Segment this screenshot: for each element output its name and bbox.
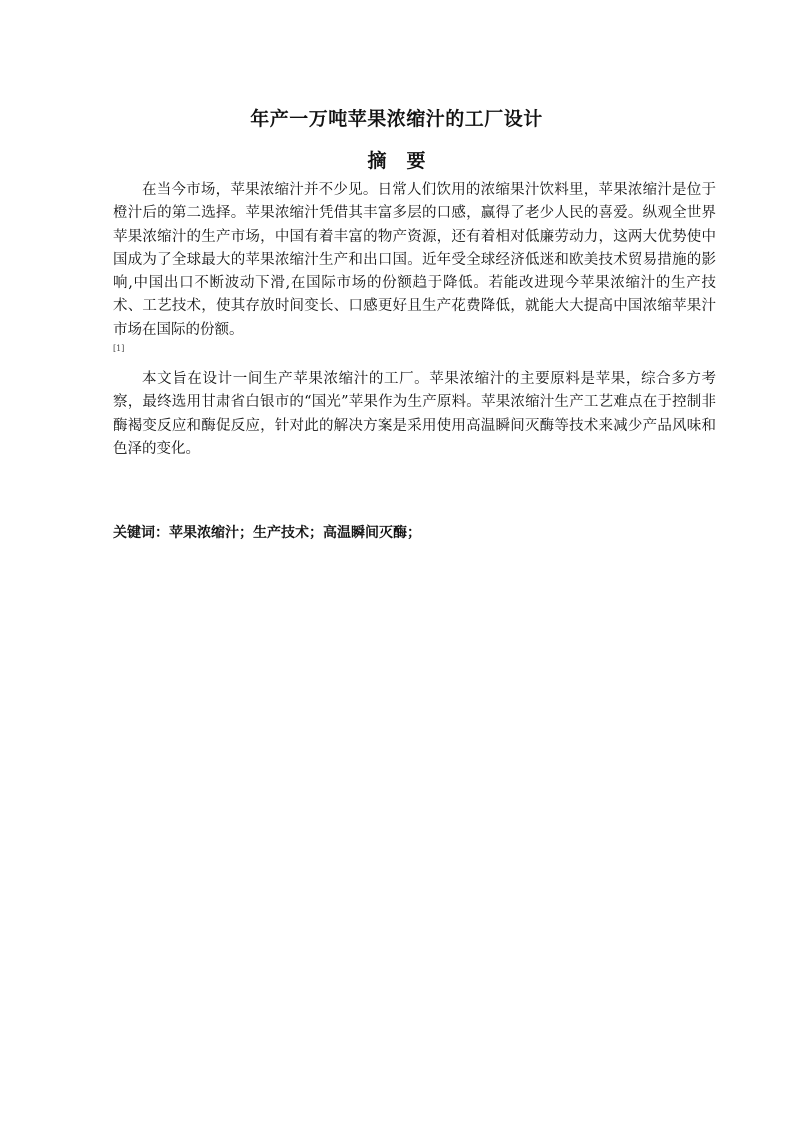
abstract-paragraph-1: [113, 179, 716, 356]
citation-marker: [1]: [113, 344, 125, 354]
abstract-paragraph-1-text: 在当今市场，苹果浓缩汁并不少见。日常人们饮用的浓缩果汁饮料里，苹果浓缩汁是位于橙汁后的第二选择。苹果浓缩汁凭借其丰富多层的口感，赢得了老少人民的喜爱。纵观全世界苹果浓缩汁的生产市场，中国有着丰富的物产资源，还有着相对低廉劳动力，这两大优势使中国成为了全球最大的苹果浓缩汁生产和出口国。近年受全球经济低迷和欧美技术贸易措施的影响,中国出口不断波动下滑,在国际市场的份额趋于降低。若能改进现今苹果浓缩汁的生产技术、工艺技术，使其存放时间变长、口感更好且生产花费降低，就能大大提高中国浓缩苹果汁市场在国际的份额。: [113, 182, 716, 338]
document-title: 年产一万吨苹果浓缩汁的工厂设计: [250, 108, 543, 130]
abstract-heading: 摘要: [367, 150, 446, 172]
abstract-paragraph-2: 本文旨在设计一间生产苹果浓缩汁的工厂。苹果浓缩汁的主要原料是苹果，综合多方考察，最终选用甘肃省白银市的“国光”苹果作为生产原料。苹果浓缩汁生产工艺难点在于控制非酶褐变反应和酶促反应，针对此的解决方案是采用使用高温瞬间灭酶等技术来减少产品风味和色泽的变化。: [113, 371, 716, 457]
keywords-line: 关键词：苹果浓缩汁；生产技术；高温瞬间灭酶；: [113, 525, 421, 541]
abstract-body: [113, 179, 716, 461]
